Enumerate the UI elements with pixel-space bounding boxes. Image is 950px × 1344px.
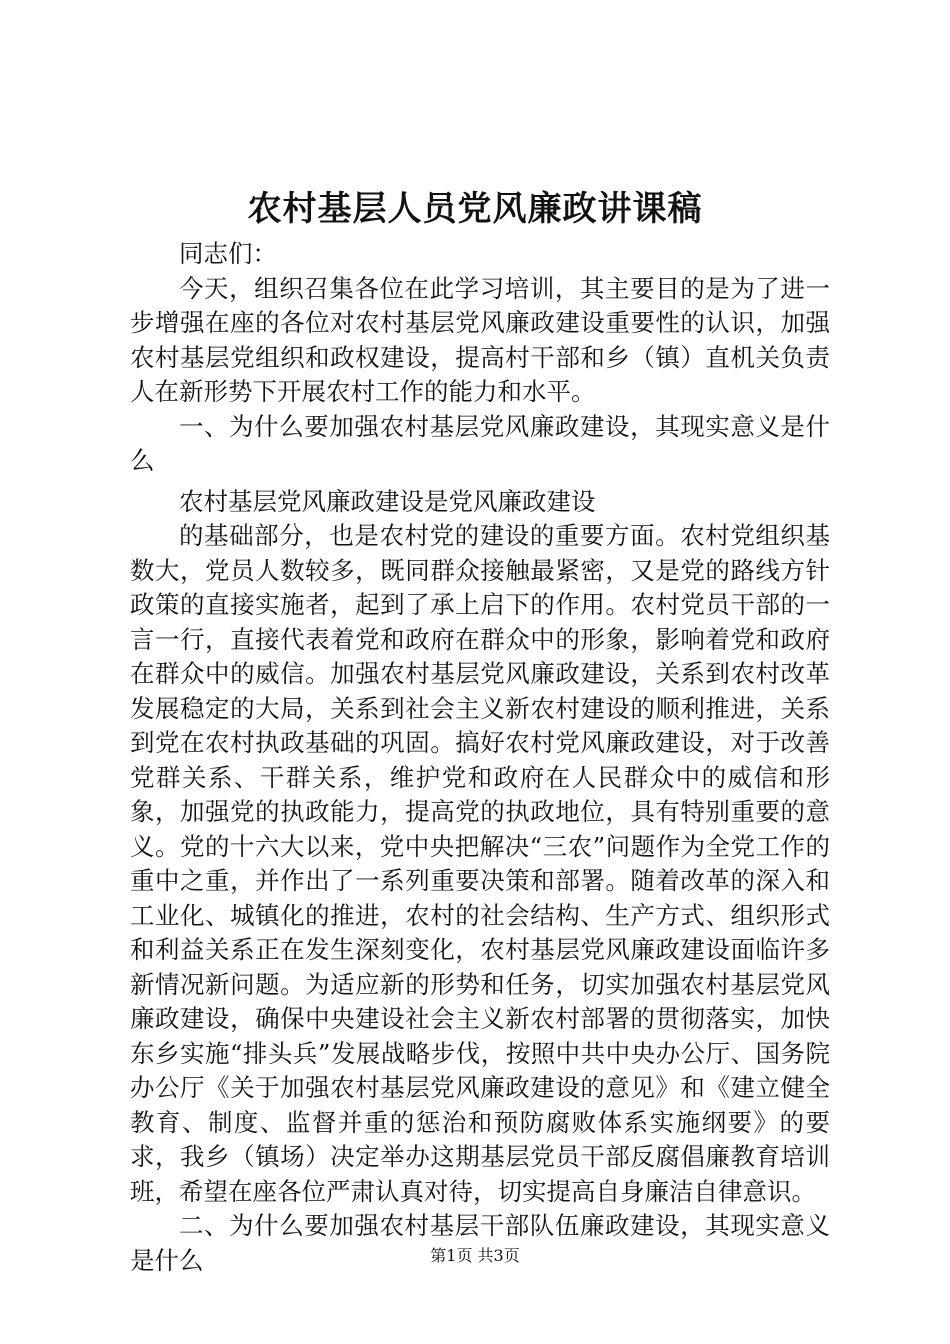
section-heading-1: 一、为什么要加强农村基层党风廉政建设，其现实意义是什么: [130, 411, 830, 475]
paragraph-intro: 今天，组织召集各位在此学习培训，其主要目的是为了进一步增强在座的各位对农村基层党风廉政建设重要性的认识，加强农村基层党组织和政权建设，提高村干部和乡（镇）直机关负责人在新形势下开展农村工作的能力和水平。: [130, 273, 830, 406]
section-heading-2: 二、为什么要加强农村基层干部队伍廉政建设，其现实意义是什么: [130, 1211, 830, 1275]
salutation: 同志们：: [179, 239, 277, 268]
page-number: 第1页 共3页: [430, 1246, 520, 1265]
paragraph-main: 的基础部分，也是农村党的建设的重要方面。农村党组织基数大，党员人数较多，既同群众接触最紧密，又是党的路线方针政策的直接实施者，起到了承上启下的作用。农村党员干部的一言一行，直接代表着党和政府在群众中的形象，影响着党和政府在群众中的威信。加强农村基层党风廉政建设，关系到农村改革发展稳定的大局，关系到社会主义新农村建设的顺利推进，关系到党在农村执政基础的巩固。搞好农村党风廉政建设，对于改善党群关系、干群关系，维护党和政府在人民群众中的威信和形象，加强党的执政能力，提高党的执政地位，具有特别重要的意义。党的十六大以来，党中央把解决“三农”问题作为全党工作的重中之重，并作出了一系列重要决策和部署。随着改革的深入和工业化、城镇化的推进，农村的社会结构、生产方式、组织形式和利益关系正在发生深刻变化，农村基层党风廉政建设面临许多新情况新问题。为适应新的形势和任务，切实加强农村基层党风廉政建设，确保中央建设社会主义新农村部署的贯彻落实，加快东乡实施“排头兵”发展战略步伐，按照中共中央办公厅、国务院办公厅《关于加强农村基层党风廉政建设的意见》和《建立健全教育、制度、监督并重的惩治和预防腐败体系实施纲要》的要求，我乡（镇场）决定举办这期基层党员干部反腐倡廉教育培训班，希望在座各位严肃认真对待，切实提高自身廉洁自律意识。: [130, 521, 830, 1206]
document-title: 农村基层人员党风廉政讲课稿: [247, 189, 703, 229]
document-body: [130, 237, 830, 1278]
paragraph-lead: 农村基层党风廉政建设是党风廉政建设: [179, 486, 596, 516]
